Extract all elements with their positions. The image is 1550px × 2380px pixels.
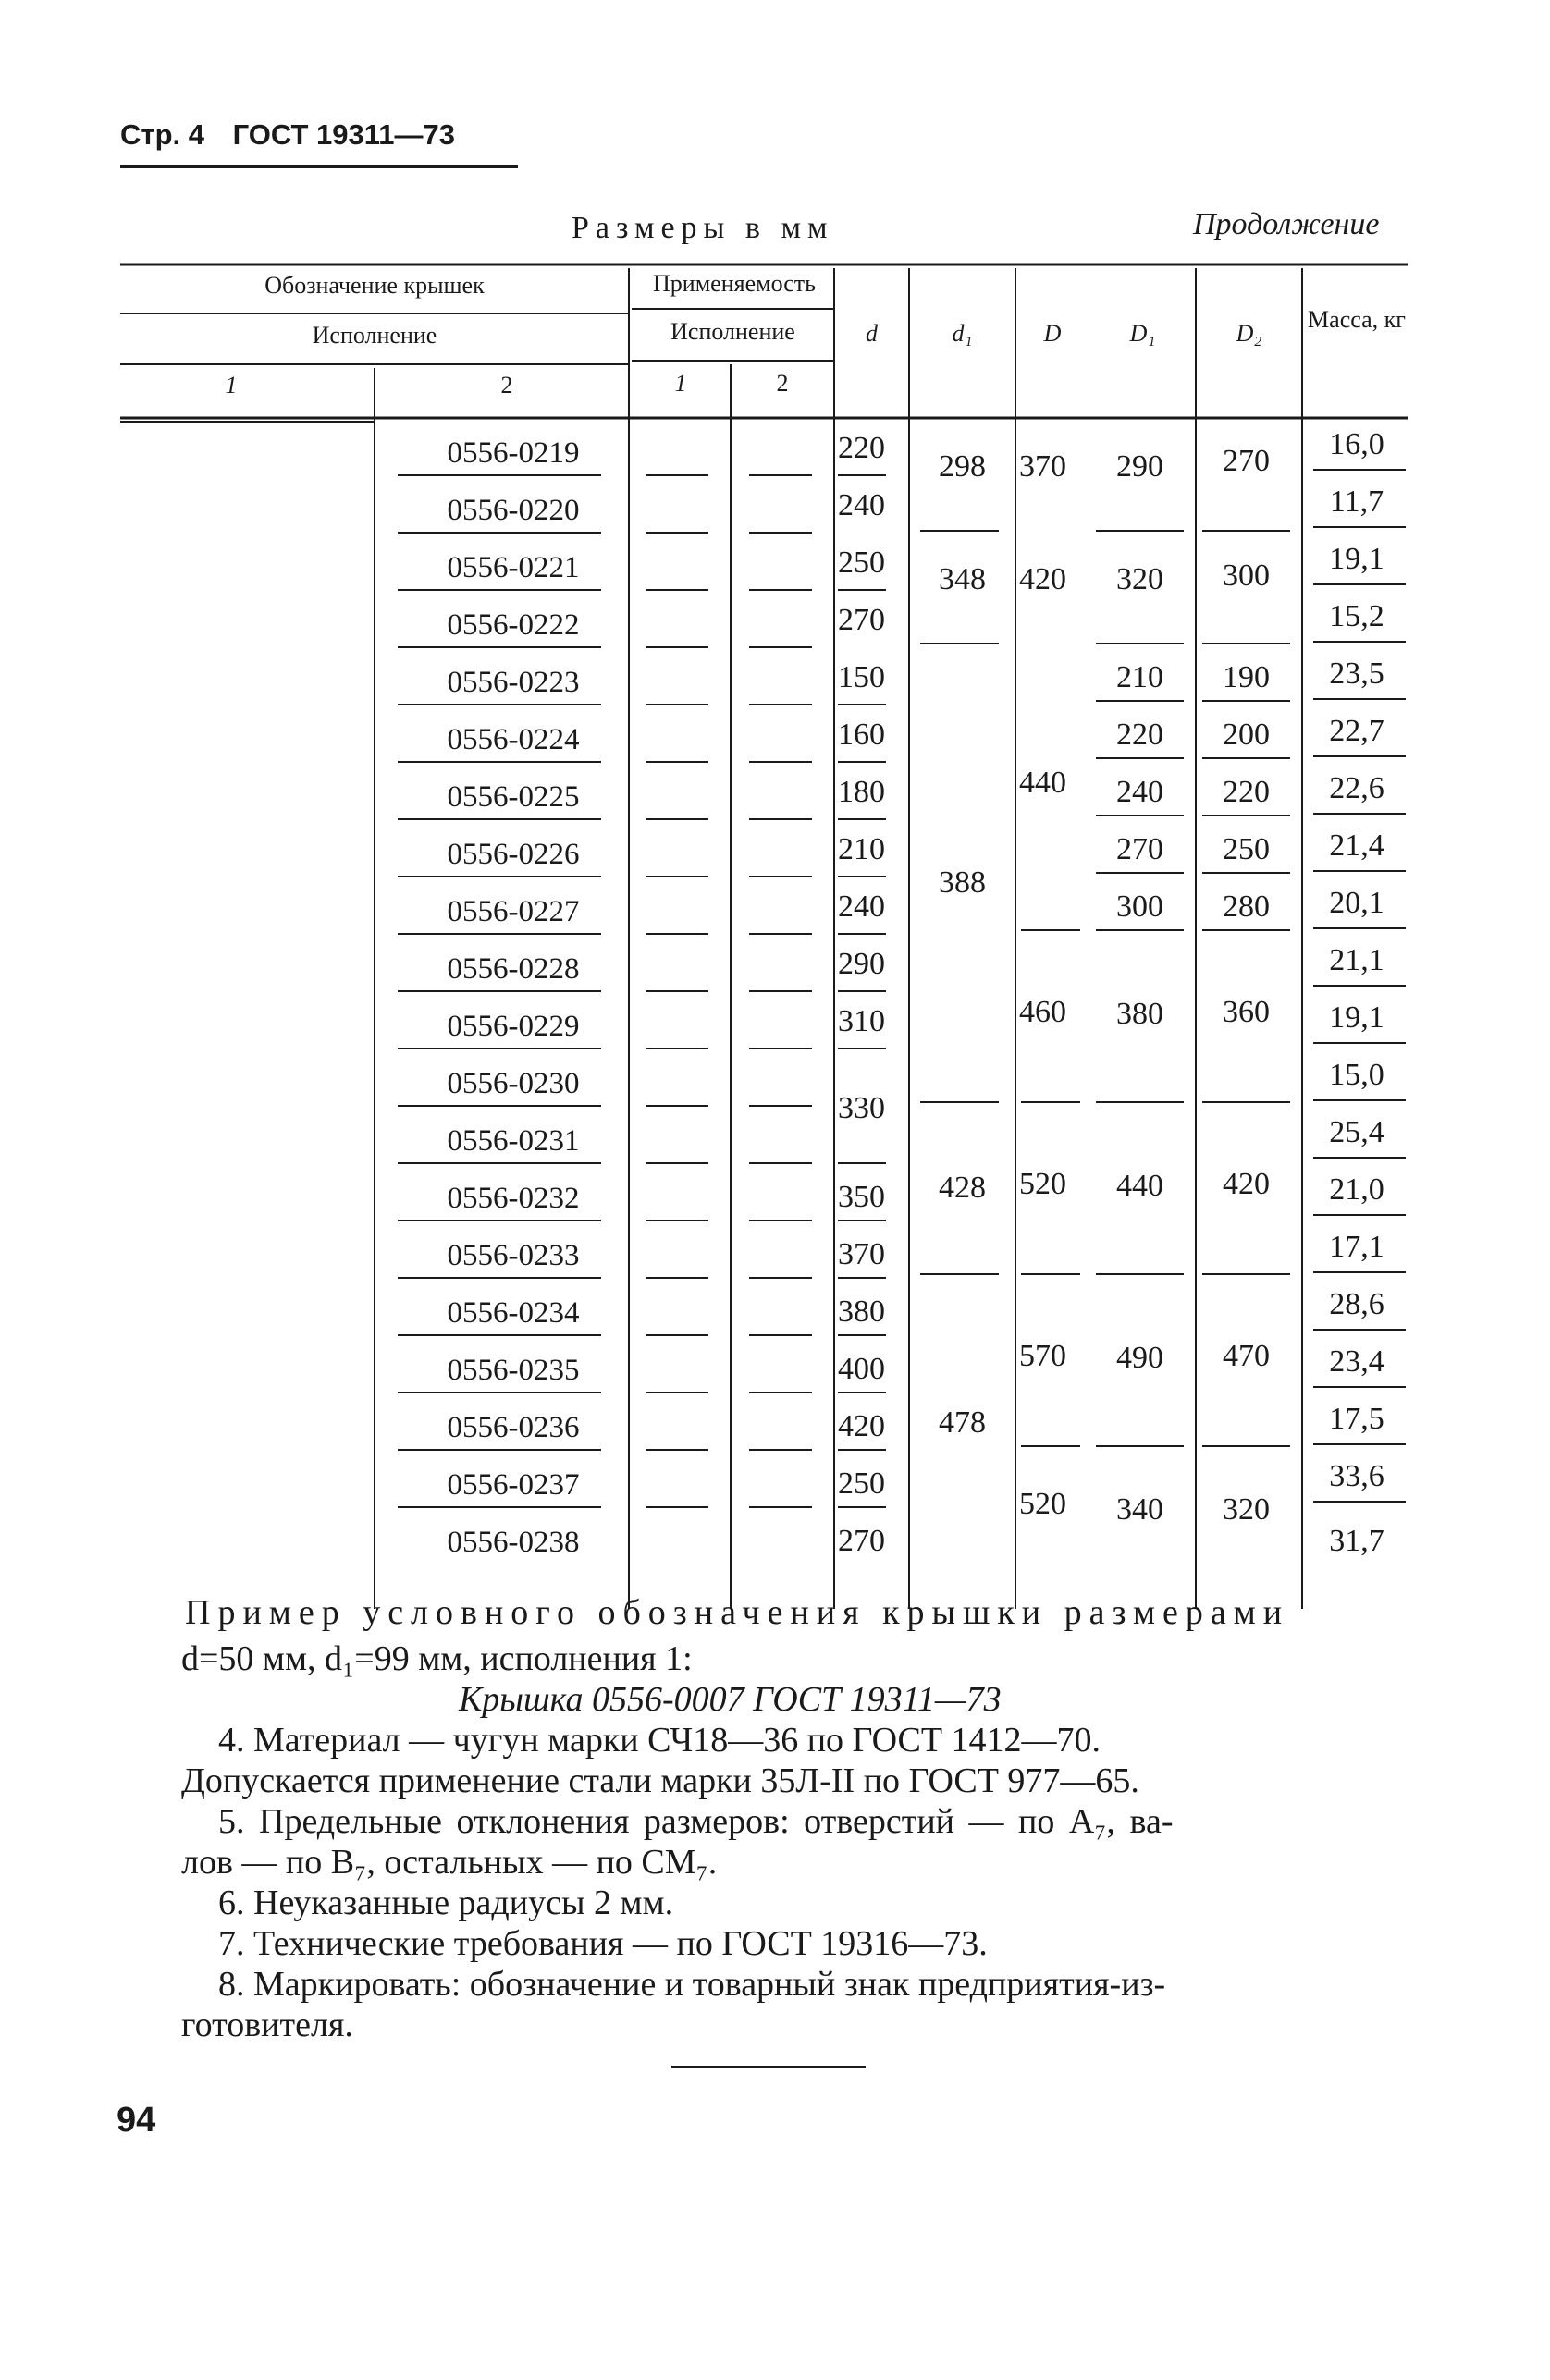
- D1-value: 490: [1116, 1341, 1163, 1375]
- row-code: 0556-0223: [447, 666, 580, 699]
- header-applicability-execution: Исполнение: [670, 318, 795, 345]
- continuation-caption: Продолжение: [1193, 207, 1380, 241]
- D1-value: 300: [1116, 889, 1163, 924]
- D1-value: 290: [1116, 449, 1163, 484]
- D1-value: 240: [1116, 775, 1163, 809]
- header-exec-2: 2: [500, 372, 513, 399]
- row-mass: 28,6: [1329, 1287, 1384, 1321]
- row-mass: 19,1: [1329, 542, 1384, 576]
- row-d: 350: [838, 1180, 885, 1214]
- header-applicability: Применяемость: [653, 270, 816, 297]
- row-d: 270: [838, 1524, 885, 1558]
- row-code: 0556-0227: [447, 895, 580, 928]
- note-4-material: 4. Материал — чугун марки СЧ18—36 по ГОСТ 1412—70.: [218, 1721, 1101, 1760]
- D1-value: 440: [1116, 1169, 1163, 1203]
- D1-value: 380: [1116, 997, 1163, 1031]
- d1-value: 388: [939, 865, 986, 900]
- row-mass: 23,4: [1329, 1344, 1384, 1379]
- row-d: 370: [838, 1237, 885, 1271]
- header-d: d: [866, 320, 878, 347]
- row-mass: 11,7: [1329, 485, 1384, 519]
- row-mass: 15,2: [1329, 599, 1384, 633]
- D2-value: 470: [1223, 1339, 1270, 1373]
- row-mass: 21,1: [1329, 943, 1384, 977]
- D1-value: 320: [1116, 562, 1163, 596]
- note-6-radii: 6. Неуказанные радиусы 2 мм.: [218, 1883, 674, 1922]
- D2-value: 190: [1223, 660, 1270, 694]
- D2-value: 360: [1223, 995, 1270, 1029]
- row-d: 290: [838, 947, 885, 981]
- row-code: 0556-0229: [447, 1010, 580, 1043]
- header-execution: Исполнение: [312, 322, 437, 349]
- D-value: 440: [1019, 766, 1066, 800]
- row-mass: 22,7: [1329, 714, 1384, 748]
- D2-value: 300: [1223, 558, 1270, 593]
- row-d: 210: [838, 832, 885, 866]
- row-mass: 22,6: [1329, 771, 1384, 805]
- row-code: 0556-0237: [447, 1468, 580, 1502]
- d1-value: 478: [939, 1405, 986, 1440]
- row-mass: 17,5: [1329, 1402, 1384, 1436]
- note-8-marking: 8. Маркировать: обозначение и товарный знак предприятия-из-: [218, 1965, 1166, 2004]
- row-d: 380: [838, 1294, 885, 1329]
- D2-value: 270: [1223, 444, 1270, 478]
- row-code: 0556-0233: [447, 1239, 580, 1272]
- row-mass: 25,4: [1329, 1115, 1384, 1149]
- row-code: 0556-0230: [447, 1067, 580, 1100]
- row-d: 270: [838, 603, 885, 637]
- note-8-marking-cont: готовителя.: [181, 2006, 353, 2044]
- D-value: 460: [1019, 995, 1066, 1029]
- row-code: 0556-0228: [447, 952, 580, 986]
- example-line-2: d=50 мм, d₁=99 мм, исполнения 1:: [181, 1639, 693, 1678]
- row-d: 330: [838, 1091, 885, 1125]
- row-mass: 20,1: [1329, 886, 1384, 920]
- row-d: 310: [838, 1004, 885, 1038]
- d1-value: 428: [939, 1171, 986, 1205]
- D1-value: 270: [1116, 832, 1163, 866]
- d1-value: 298: [939, 449, 986, 484]
- row-d: 250: [838, 546, 885, 580]
- row-d: 220: [838, 431, 885, 465]
- row-d: 180: [838, 775, 885, 809]
- row-code: 0556-0235: [447, 1354, 580, 1387]
- row-d: 400: [838, 1352, 885, 1386]
- example-designation: Крышка 0556-0007 ГОСТ 19311—73: [459, 1680, 1002, 1719]
- row-code: 0556-0225: [447, 780, 580, 814]
- header-D2: D₂: [1236, 320, 1262, 347]
- header-appl-1: 1: [674, 370, 687, 397]
- D2-value: 280: [1223, 889, 1270, 924]
- row-code: 0556-0231: [447, 1124, 580, 1158]
- row-code: 0556-0238: [447, 1526, 580, 1559]
- D2-value: 200: [1223, 718, 1270, 752]
- end-divider: [671, 2066, 866, 2068]
- row-d: 250: [838, 1466, 885, 1501]
- D-value: 370: [1019, 449, 1066, 484]
- D1-value: 220: [1116, 718, 1163, 752]
- standard-number: ГОСТ 19311—73: [232, 118, 456, 151]
- note-5-tolerances-cont: лов — по B₇, остальных — по CM₇.: [181, 1843, 718, 1882]
- D2-value: 320: [1223, 1492, 1270, 1527]
- header-appl-2: 2: [776, 370, 789, 397]
- header-exec-1: 1: [225, 372, 238, 399]
- row-mass: 31,7: [1329, 1524, 1384, 1558]
- D-value: 520: [1019, 1487, 1066, 1521]
- header-mass: Масса, кг: [1308, 306, 1406, 333]
- row-d: 420: [838, 1409, 885, 1443]
- row-code: 0556-0224: [447, 723, 580, 756]
- row-d: 160: [838, 718, 885, 752]
- row-code: 0556-0234: [447, 1296, 580, 1330]
- row-mass: 16,0: [1329, 427, 1384, 461]
- row-mass: 23,5: [1329, 656, 1384, 691]
- row-code: 0556-0220: [447, 494, 580, 527]
- row-mass: 21,0: [1329, 1172, 1384, 1207]
- D2-value: 420: [1223, 1167, 1270, 1201]
- note-4-steel: Допускается применение стали марки 35Л-II по ГОСТ 977—65.: [181, 1761, 1139, 1800]
- example-line-1: Пример условного обозначения крышки размерами: [185, 1593, 1290, 1632]
- row-code: 0556-0222: [447, 608, 580, 642]
- row-mass: 17,1: [1329, 1230, 1384, 1264]
- row-d: 240: [838, 889, 885, 924]
- d1-value: 348: [939, 562, 986, 596]
- note-7-requirements: 7. Технические требования — по ГОСТ 19316—73.: [218, 1924, 988, 1963]
- page-label: Стр. 4: [120, 118, 204, 151]
- note-5-tolerances: 5. Предельные отклонения размеров: отверстий — по A₇, ва-: [218, 1802, 1174, 1841]
- D-value: 520: [1019, 1167, 1066, 1201]
- row-code: 0556-0236: [447, 1411, 580, 1444]
- row-code: 0556-0232: [447, 1182, 580, 1215]
- D1-value: 210: [1116, 660, 1163, 694]
- row-d: 240: [838, 488, 885, 522]
- header-d1: d₁: [952, 320, 973, 347]
- header-D: D: [1043, 320, 1062, 347]
- row-d: 150: [838, 660, 885, 694]
- header-designation: Обозначение крышек: [264, 272, 485, 299]
- D-value: 570: [1019, 1339, 1066, 1373]
- D-value: 420: [1019, 562, 1066, 596]
- row-mass: 19,1: [1329, 1000, 1384, 1035]
- row-mass: 33,6: [1329, 1459, 1384, 1493]
- page-number: 94: [117, 2101, 156, 2140]
- header-D1: D₁: [1129, 320, 1156, 347]
- row-mass: 21,4: [1329, 828, 1384, 863]
- D2-value: 250: [1223, 832, 1270, 866]
- row-code: 0556-0221: [447, 551, 580, 584]
- row-code: 0556-0226: [447, 838, 580, 871]
- units-caption: Размеры в мм: [572, 211, 834, 245]
- row-code: 0556-0219: [447, 436, 580, 470]
- D2-value: 220: [1223, 775, 1270, 809]
- D1-value: 340: [1116, 1492, 1163, 1527]
- row-mass: 15,0: [1329, 1058, 1384, 1092]
